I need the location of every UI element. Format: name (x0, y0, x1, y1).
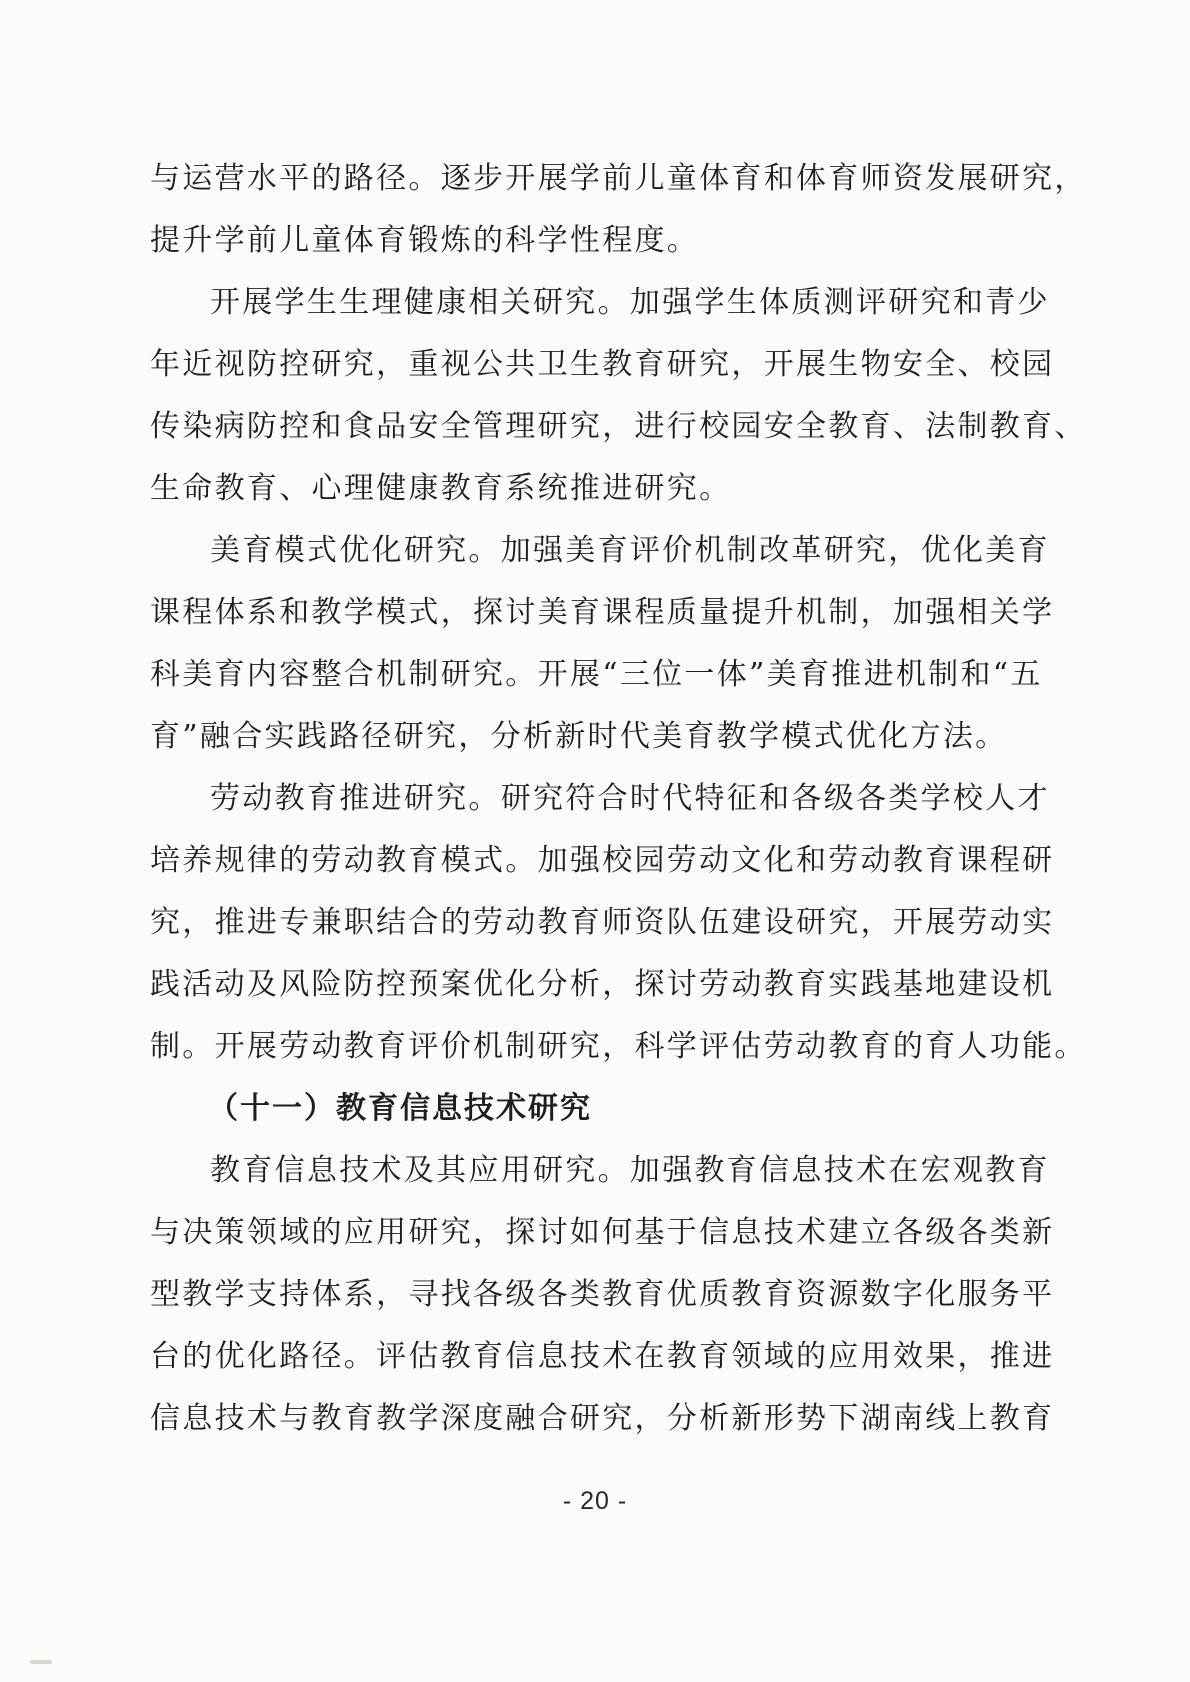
paragraph-line: 科美育内容整合机制研究。开展“三位一体”美育推进机制和“五 (150, 657, 1043, 692)
paragraph-line: 课程体系和教学模式，探讨美育课程质量提升机制，加强相关学 (150, 595, 1055, 630)
paragraph-line: 教育信息技术及其应用研究。加强教育信息技术在宏观教育 (210, 1153, 1050, 1188)
page-number: - 20 - (562, 1487, 628, 1515)
paragraph-line: 开展学生生理健康相关研究。加强学生体质测评研究和青少 (210, 285, 1050, 320)
paragraph-line: 践活动及风险防控预案优化分析，探讨劳动教育实践基地建设机 (150, 967, 1055, 1002)
paragraph-line: 信息技术与教育教学深度融合研究，分析新形势下湖南线上教育 (150, 1401, 1055, 1436)
paragraph-line: 制。开展劳动教育评价机制研究，科学评估劳动教育的育人功能。 (150, 1029, 1087, 1064)
paragraph-line: 究，推进专兼职结合的劳动教育师资队伍建设研究，开展劳动实 (150, 905, 1055, 940)
paragraph-line: 劳动教育推进研究。研究符合时代特征和各级各类学校人才 (210, 781, 1050, 816)
paragraph-line: 与决策领域的应用研究，探讨如何基于信息技术建立各级各类新 (150, 1215, 1055, 1250)
paragraph-line: 型教学支持体系，寻找各级各类教育优质教育资源数字化服务平 (150, 1277, 1055, 1312)
paragraph-line: 年近视防控研究，重视公共卫生教育研究，开展生物安全、校园 (150, 347, 1055, 382)
paragraph-line: 育”融合实践路径研究，分析新时代美育教学模式优化方法。 (150, 719, 1008, 754)
body-text (150, 148, 1087, 1450)
section-heading: （十一）教育信息技术研究 (208, 1091, 592, 1126)
paragraph-line: 与运营水平的路径。逐步开展学前儿童体育和体育师资发展研究， (150, 161, 1087, 196)
paragraph-line: 传染病防控和食品安全管理研究，进行校园安全教育、法制教育、 (150, 409, 1087, 444)
paragraph-line: 生命教育、心理健康教育系统推进研究。 (150, 471, 732, 506)
paragraph-line: 提升学前儿童体育锻炼的科学性程度。 (150, 223, 700, 258)
paragraph-line: 美育模式优化研究。加强美育评价机制改革研究，优化美育 (210, 533, 1050, 568)
paragraph-line: 培养规律的劳动教育模式。加强校园劳动文化和劳动教育课程研 (150, 843, 1055, 878)
paragraph-line: 台的优化路径。评估教育信息技术在教育领域的应用效果，推进 (150, 1339, 1055, 1374)
scan-artifact (30, 1660, 52, 1664)
